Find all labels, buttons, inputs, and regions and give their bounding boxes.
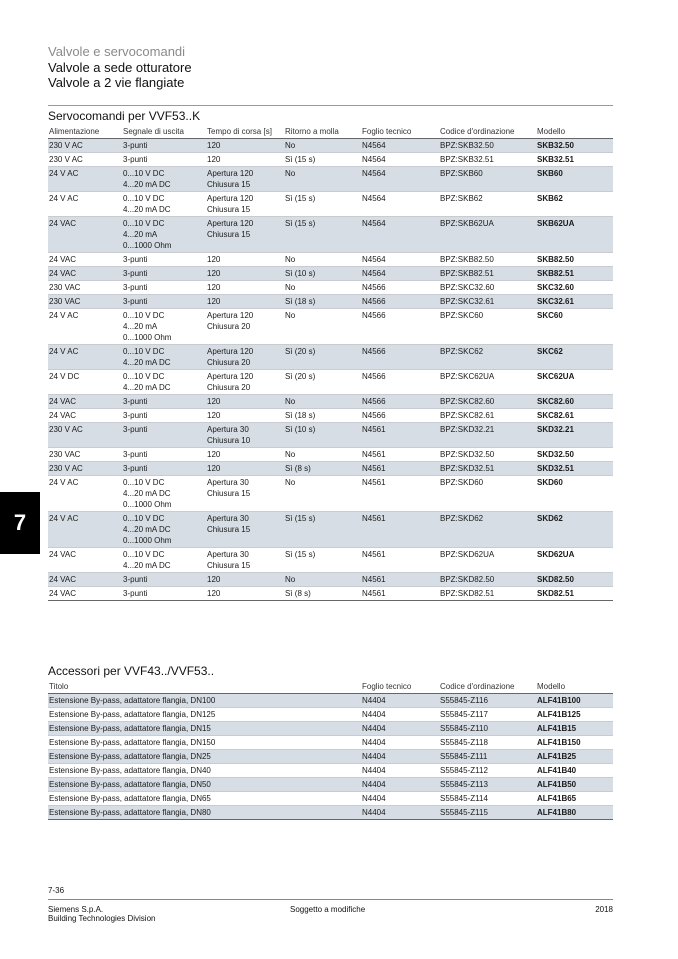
cell-spring-return: No: [285, 141, 296, 150]
cell-supply: 230 V AC: [49, 141, 83, 150]
table-row: [48, 806, 613, 820]
servo-section: [48, 105, 613, 601]
cell-stroke-time: [206, 345, 284, 370]
cell-line: Chiusura 15: [207, 230, 251, 239]
cell-line: Apertura 120: [207, 169, 254, 178]
cell-datasheet: N4566: [362, 297, 386, 306]
cell-order-code: BPZ:SKD32.51: [440, 464, 495, 473]
cell-stroke-time: [206, 192, 284, 217]
cell-model: ALF41B15: [537, 724, 577, 733]
cell-order-code: BPZ:SKC60: [440, 311, 484, 320]
cell-stroke-time: 120: [207, 255, 221, 264]
cell-stroke-time: [206, 512, 284, 548]
cell-datasheet: N4561: [362, 514, 386, 523]
cell-stroke-time: 120: [207, 397, 221, 406]
cell-spring-return: Sì (10 s): [285, 425, 316, 434]
cell-supply: 24 V AC: [49, 194, 79, 203]
column-header-datasheet: Foglio tecnico: [362, 127, 412, 136]
table-row: [48, 722, 613, 736]
cell-order-code: BPZ:SKB82.51: [440, 269, 494, 278]
cell-model: ALF41B40: [537, 766, 577, 775]
cell-stroke-time: [206, 370, 284, 395]
cell-stroke-time: [206, 476, 284, 512]
cell-title: Estensione By-pass, adattatore flangia, DN15: [49, 724, 211, 733]
cell-order-code: BPZ:SKD62: [440, 514, 484, 523]
page-number: 7-36: [48, 886, 65, 895]
chapter-tab: 7: [0, 492, 40, 554]
table-row: [48, 573, 613, 587]
cell-order-code: BPZ:SKD32.21: [440, 425, 495, 434]
cell-order-code: S55845-Z115: [440, 808, 488, 817]
cell-output-signal: 3-punti: [123, 269, 148, 278]
table-row: [48, 548, 613, 573]
cell-spring-return: No: [285, 575, 296, 584]
cell-model: SKB82.51: [537, 269, 574, 278]
cell-line: Apertura 30: [207, 514, 249, 523]
cell-model: SKC60: [537, 311, 563, 320]
servo-header-row: [48, 125, 613, 139]
cell-spring-return: No: [285, 255, 296, 264]
footer-note: Soggetto a modifiche: [290, 905, 366, 914]
cell-title: Estensione By-pass, adattatore flangia, DN150: [49, 738, 216, 747]
cell-model: SKC32.61: [537, 297, 574, 306]
cell-datasheet: N4561: [362, 425, 386, 434]
cell-datasheet: N4561: [362, 550, 386, 559]
cell-datasheet: N4561: [362, 575, 386, 584]
cell-supply: 24 V DC: [49, 372, 80, 381]
table-row: [48, 778, 613, 792]
cell-model: SKB82.50: [537, 255, 574, 264]
cell-model: SKC62UA: [537, 372, 575, 381]
cell-line: Chiusura 15: [207, 205, 251, 214]
cell-order-code: BPZ:SKB82.50: [440, 255, 494, 264]
cell-output-signal: [122, 370, 206, 395]
cell-supply: 230 V AC: [49, 464, 83, 473]
table-row: [48, 253, 613, 267]
cell-order-code: S55845-Z114: [440, 794, 488, 803]
header-title-1: Valvole a sede otturatore: [48, 60, 192, 75]
cell-line: Apertura 120: [207, 194, 254, 203]
cell-order-code: S55845-Z116: [440, 696, 488, 705]
cell-model: SKC82.60: [537, 397, 574, 406]
cell-order-code: BPZ:SKC32.60: [440, 283, 495, 292]
table-row: [48, 736, 613, 750]
cell-output-signal: [122, 345, 206, 370]
cell-order-code: BPZ:SKD32.50: [440, 450, 495, 459]
cell-order-code: BPZ:SKB62UA: [440, 219, 494, 228]
cell-output-signal: 3-punti: [123, 155, 148, 164]
cell-line: 4...20 mA DC: [123, 358, 171, 367]
cell-model: SKD82.50: [537, 575, 574, 584]
cell-order-code: BPZ:SKC62: [440, 347, 484, 356]
cell-datasheet: N4564: [362, 141, 386, 150]
cell-line: 0...1000 Ohm: [123, 500, 172, 509]
cell-supply: 24 VAC: [49, 411, 76, 420]
table-row: [48, 167, 613, 192]
cell-datasheet: N4404: [362, 752, 386, 761]
cell-line: Apertura 30: [207, 478, 249, 487]
cell-order-code: BPZ:SKD82.51: [440, 589, 495, 598]
cell-line: 4...20 mA DC: [123, 180, 171, 189]
cell-model: SKC62: [537, 347, 563, 356]
column-header-datasheet: Foglio tecnico: [362, 682, 412, 691]
cell-line: Chiusura 15: [207, 180, 251, 189]
table-row: [48, 764, 613, 778]
table-row: [48, 309, 613, 345]
cell-supply: 24 VAC: [49, 255, 76, 264]
cell-datasheet: N4564: [362, 255, 386, 264]
cell-supply: 24 V AC: [49, 478, 79, 487]
cell-datasheet: N4564: [362, 194, 386, 203]
cell-line: 0...10 V DC: [123, 550, 165, 559]
table-row: [48, 587, 613, 601]
cell-datasheet: N4561: [362, 589, 386, 598]
cell-output-signal: [122, 192, 206, 217]
cell-model: ALF41B50: [537, 780, 577, 789]
cell-line: 4...20 mA DC: [123, 525, 171, 534]
cell-line: Apertura 30: [207, 425, 249, 434]
cell-model: SKB62: [537, 194, 563, 203]
accessories-table: [48, 680, 613, 820]
cell-spring-return: No: [285, 397, 296, 406]
table-row: [48, 192, 613, 217]
cell-model: SKC32.60: [537, 283, 574, 292]
column-header-model: Modello: [537, 127, 566, 136]
footer-year: 2018: [595, 905, 613, 914]
column-header-title: Titolo: [49, 682, 69, 691]
cell-line: 4...20 mA DC: [123, 561, 171, 570]
column-header-spring-return: Ritorno a molla: [285, 127, 339, 136]
cell-order-code: BPZ:SKD82.50: [440, 575, 495, 584]
cell-model: ALF41B150: [537, 738, 581, 747]
cell-order-code: BPZ:SKC32.61: [440, 297, 495, 306]
cell-datasheet: N4566: [362, 411, 386, 420]
cell-model: ALF41B25: [537, 752, 577, 761]
cell-stroke-time: [206, 423, 284, 448]
cell-output-signal: 3-punti: [123, 575, 148, 584]
cell-line: 0...1000 Ohm: [123, 333, 172, 342]
cell-supply: 24 V AC: [49, 514, 79, 523]
cell-model: SKD60: [537, 478, 563, 487]
cell-supply: 24 VAC: [49, 550, 76, 559]
cell-supply: 24 VAC: [49, 397, 76, 406]
cell-title: Estensione By-pass, adattatore flangia, DN65: [49, 794, 211, 803]
cell-output-signal: [122, 167, 206, 192]
table-row: [48, 409, 613, 423]
cell-line: 0...10 V DC: [123, 311, 165, 320]
cell-line: 4...20 mA DC: [123, 205, 171, 214]
cell-order-code: BPZ:SKD60: [440, 478, 484, 487]
cell-line: 4...20 mA DC: [123, 489, 171, 498]
table-row: [48, 139, 613, 153]
cell-line: 0...10 V DC: [123, 194, 165, 203]
cell-model: SKC82.61: [537, 411, 574, 420]
cell-datasheet: N4404: [362, 808, 386, 817]
cell-supply: 230 VAC: [49, 283, 81, 292]
cell-spring-return: Sì (15 s): [285, 219, 316, 228]
footer-company: Siemens S.p.A.: [48, 905, 104, 914]
cell-order-code: S55845-Z112: [440, 766, 488, 775]
table-row: [48, 267, 613, 281]
cell-spring-return: Sì (15 s): [285, 194, 316, 203]
cell-order-code: BPZ:SKD62UA: [440, 550, 495, 559]
table-row: [48, 694, 613, 708]
footer-division: Building Technologies Division: [48, 914, 156, 923]
cell-output-signal: [122, 512, 206, 548]
table-row: [48, 708, 613, 722]
footer-divider: [48, 899, 613, 900]
cell-model: SKB60: [537, 169, 563, 178]
table-row: [48, 395, 613, 409]
cell-datasheet: N4566: [362, 347, 386, 356]
table-row: [48, 295, 613, 309]
cell-output-signal: 3-punti: [123, 425, 148, 434]
cell-spring-return: No: [285, 311, 296, 320]
cell-datasheet: N4564: [362, 219, 386, 228]
header-title-2: Valvole a 2 vie flangiate: [48, 75, 185, 90]
cell-order-code: S55845-Z110: [440, 724, 488, 733]
cell-datasheet: N4566: [362, 311, 386, 320]
cell-model: ALF41B80: [537, 808, 577, 817]
cell-spring-return: No: [285, 169, 296, 178]
table-row: [48, 153, 613, 167]
cell-stroke-time: 120: [207, 411, 221, 420]
servo-title: Servocomandi per VVF53..K: [48, 105, 613, 125]
table-row: [48, 512, 613, 548]
cell-model: SKD82.51: [537, 589, 574, 598]
cell-line: Chiusura 20: [207, 322, 251, 331]
cell-model: SKB32.50: [537, 141, 574, 150]
column-header-order-code: Codice d'ordinazione: [440, 682, 515, 691]
cell-stroke-time: 120: [207, 297, 221, 306]
cell-output-signal: [122, 476, 206, 512]
cell-line: 4...20 mA: [123, 322, 158, 331]
cell-line: 0...10 V DC: [123, 514, 165, 523]
cell-line: Chiusura 20: [207, 383, 251, 392]
cell-model: SKD62: [537, 514, 563, 523]
cell-spring-return: Sì (20 s): [285, 347, 316, 356]
cell-supply: 230 VAC: [49, 297, 81, 306]
cell-output-signal: 3-punti: [123, 411, 148, 420]
cell-model: SKD32.51: [537, 464, 574, 473]
cell-output-signal: 3-punti: [123, 589, 148, 598]
column-header-supply: Alimentazione: [49, 127, 100, 136]
cell-datasheet: N4564: [362, 169, 386, 178]
cell-datasheet: N4404: [362, 710, 386, 719]
table-row: [48, 462, 613, 476]
table-row: [48, 792, 613, 806]
cell-title: Estensione By-pass, adattatore flangia, DN50: [49, 780, 211, 789]
cell-datasheet: N4404: [362, 738, 386, 747]
cell-spring-return: No: [285, 478, 296, 487]
cell-line: 0...1000 Ohm: [123, 241, 172, 250]
cell-line: 0...10 V DC: [123, 372, 165, 381]
cell-stroke-time: 120: [207, 141, 221, 150]
cell-output-signal: [122, 217, 206, 253]
cell-output-signal: 3-punti: [123, 464, 148, 473]
cell-order-code: S55845-Z117: [440, 710, 488, 719]
accessories-section: [48, 661, 613, 820]
cell-order-code: BPZ:SKB32.50: [440, 141, 494, 150]
cell-spring-return: Sì (18 s): [285, 411, 316, 420]
cell-order-code: S55845-Z113: [440, 780, 488, 789]
cell-title: Estensione By-pass, adattatore flangia, DN25: [49, 752, 211, 761]
cell-datasheet: N4404: [362, 780, 386, 789]
cell-spring-return: Sì (15 s): [285, 514, 316, 523]
cell-supply: 24 VAC: [49, 219, 76, 228]
cell-output-signal: 3-punti: [123, 283, 148, 292]
cell-datasheet: N4566: [362, 283, 386, 292]
table-row: [48, 423, 613, 448]
cell-supply: 230 V AC: [49, 155, 83, 164]
cell-order-code: BPZ:SKB32.51: [440, 155, 494, 164]
cell-spring-return: Sì (15 s): [285, 155, 316, 164]
cell-model: ALF41B100: [537, 696, 581, 705]
cell-line: Apertura 120: [207, 372, 254, 381]
cell-line: 0...10 V DC: [123, 219, 165, 228]
cell-line: 0...10 V DC: [123, 478, 165, 487]
column-header-stroke-time: Tempo di corsa [s]: [207, 127, 272, 136]
accessories-table-body: [48, 694, 613, 820]
cell-order-code: BPZ:SKC82.60: [440, 397, 495, 406]
cell-stroke-time: 120: [207, 589, 221, 598]
cell-title: Estensione By-pass, adattatore flangia, DN40: [49, 766, 211, 775]
cell-stroke-time: 120: [207, 155, 221, 164]
cell-line: 4...20 mA: [123, 230, 158, 239]
servo-table: [48, 125, 613, 601]
cell-line: 4...20 mA DC: [123, 383, 171, 392]
cell-stroke-time: 120: [207, 450, 221, 459]
column-header-model: Modello: [537, 682, 566, 691]
cell-output-signal: 3-punti: [123, 450, 148, 459]
cell-stroke-time: [206, 217, 284, 253]
cell-datasheet: N4561: [362, 478, 386, 487]
cell-datasheet: N4404: [362, 794, 386, 803]
cell-line: 0...10 V DC: [123, 169, 165, 178]
cell-stroke-time: 120: [207, 575, 221, 584]
column-header-order-code: Codice d'ordinazione: [440, 127, 515, 136]
table-row: [48, 750, 613, 764]
cell-supply: 24 V AC: [49, 347, 79, 356]
cell-line: Chiusura 15: [207, 525, 251, 534]
table-row: [48, 370, 613, 395]
cell-supply: 24 VAC: [49, 269, 76, 278]
cell-supply: 24 V AC: [49, 169, 79, 178]
cell-spring-return: No: [285, 283, 296, 292]
cell-stroke-time: [206, 548, 284, 573]
cell-supply: 24 V AC: [49, 311, 79, 320]
cell-model: SKB32.51: [537, 155, 574, 164]
accessories-header-row: [48, 680, 613, 694]
cell-output-signal: 3-punti: [123, 141, 148, 150]
cell-output-signal: 3-punti: [123, 397, 148, 406]
cell-supply: 230 V AC: [49, 425, 83, 434]
cell-datasheet: N4561: [362, 464, 386, 473]
cell-datasheet: N4564: [362, 269, 386, 278]
cell-datasheet: N4404: [362, 766, 386, 775]
cell-spring-return: Sì (10 s): [285, 269, 316, 278]
cell-output-signal: 3-punti: [123, 255, 148, 264]
cell-spring-return: Sì (8 s): [285, 464, 311, 473]
cell-stroke-time: 120: [207, 283, 221, 292]
cell-stroke-time: 120: [207, 464, 221, 473]
cell-title: Estensione By-pass, adattatore flangia, DN125: [49, 710, 216, 719]
cell-line: Chiusura 15: [207, 561, 251, 570]
table-row: [48, 217, 613, 253]
cell-spring-return: No: [285, 450, 296, 459]
cell-line: 0...1000 Ohm: [123, 536, 172, 545]
cell-spring-return: Sì (20 s): [285, 372, 316, 381]
header-supertitle: Valvole e servocomandi: [48, 44, 186, 59]
cell-model: ALF41B125: [537, 710, 581, 719]
cell-model: SKD32.21: [537, 425, 574, 434]
cell-datasheet: N4561: [362, 450, 386, 459]
cell-model: ALF41B65: [537, 794, 577, 803]
cell-supply: 24 VAC: [49, 589, 76, 598]
cell-order-code: S55845-Z111: [440, 752, 488, 761]
cell-supply: 24 VAC: [49, 575, 76, 584]
column-header-output-signal: Segnale di uscita: [123, 127, 184, 136]
cell-order-code: BPZ:SKB62: [440, 194, 483, 203]
accessories-title: Accessori per VVF43../VVF53..: [48, 664, 215, 678]
cell-supply: 230 VAC: [49, 450, 81, 459]
cell-stroke-time: [206, 167, 284, 192]
cell-stroke-time: [206, 309, 284, 345]
cell-stroke-time: 120: [207, 269, 221, 278]
cell-order-code: BPZ:SKB60: [440, 169, 483, 178]
cell-spring-return: Sì (18 s): [285, 297, 316, 306]
servo-table-body: [48, 139, 613, 601]
table-row: [48, 476, 613, 512]
cell-output-signal: [122, 309, 206, 345]
cell-line: Chiusura 15: [207, 489, 251, 498]
cell-line: Apertura 120: [207, 219, 254, 228]
cell-line: Apertura 120: [207, 347, 254, 356]
cell-datasheet: N4564: [362, 155, 386, 164]
cell-model: SKD62UA: [537, 550, 575, 559]
table-row: [48, 448, 613, 462]
cell-line: Apertura 120: [207, 311, 254, 320]
cell-model: SKD32.50: [537, 450, 574, 459]
cell-spring-return: Sì (15 s): [285, 550, 316, 559]
cell-output-signal: [122, 548, 206, 573]
cell-title: Estensione By-pass, adattatore flangia, DN80: [49, 808, 211, 817]
cell-line: Apertura 30: [207, 550, 249, 559]
cell-order-code: BPZ:SKC82.61: [440, 411, 495, 420]
cell-line: 0...10 V DC: [123, 347, 165, 356]
page-header: [48, 44, 192, 90]
cell-datasheet: N4404: [362, 696, 386, 705]
cell-datasheet: N4566: [362, 397, 386, 406]
cell-line: Chiusura 10: [207, 436, 251, 445]
cell-datasheet: N4404: [362, 724, 386, 733]
cell-line: Chiusura 20: [207, 358, 251, 367]
cell-output-signal: 3-punti: [123, 297, 148, 306]
cell-model: SKB62UA: [537, 219, 575, 228]
table-row: [48, 345, 613, 370]
cell-order-code: S55845-Z118: [440, 738, 488, 747]
cell-title: Estensione By-pass, adattatore flangia, DN100: [49, 696, 216, 705]
table-row: [48, 281, 613, 295]
cell-order-code: BPZ:SKC62UA: [440, 372, 495, 381]
cell-datasheet: N4566: [362, 372, 386, 381]
cell-spring-return: Sì (8 s): [285, 589, 311, 598]
